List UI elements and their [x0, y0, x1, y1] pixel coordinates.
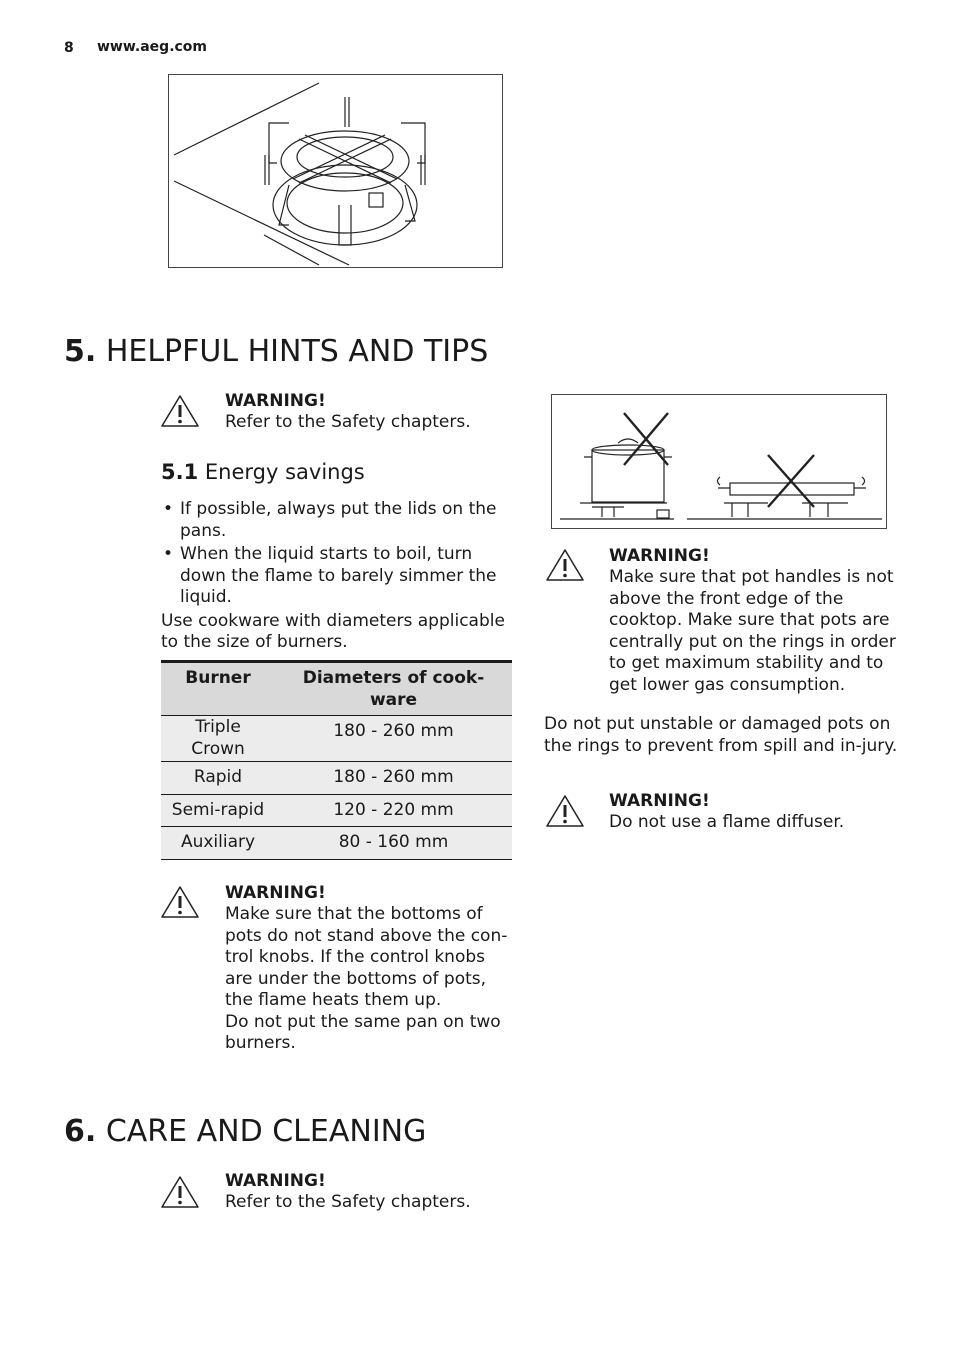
warning-triangle-icon — [160, 1175, 200, 1213]
table-cell: 80 - 160 mm — [275, 827, 512, 860]
warning-title: WARNING! — [225, 883, 326, 903]
table-cell: 120 - 220 mm — [275, 794, 512, 827]
warning-text — [225, 904, 515, 1055]
bullet-list — [161, 499, 507, 609]
table-row — [161, 716, 512, 762]
table-cell: Rapid — [161, 762, 275, 795]
subsection-number: 5.1 — [161, 460, 199, 484]
warning-text: Refer to the Safety chapters. — [225, 412, 471, 432]
warning-triangle-icon — [545, 794, 585, 832]
section-title: CARE AND CLEANING — [105, 1114, 427, 1149]
table-header: Diameters of cook-ware — [275, 662, 512, 716]
warning-triangle-icon — [160, 885, 200, 923]
table-cell: 180 - 260 mm — [275, 762, 512, 795]
warning-paragraph: Do not put the same pan on two burners. — [225, 1011, 501, 1053]
warning-text: Refer to the Safety chapters. — [225, 1192, 471, 1212]
section-title: HELPFUL HINTS AND TIPS — [105, 334, 489, 369]
subsection-heading — [161, 460, 365, 484]
warning-triangle-icon — [160, 394, 200, 432]
warning-title: WARNING! — [609, 791, 710, 811]
warning-triangle-icon — [545, 548, 585, 586]
warning-title: WARNING! — [225, 391, 326, 411]
table-cell: Auxiliary — [161, 827, 275, 860]
warning-title: WARNING! — [225, 1171, 326, 1191]
page-number: 8 — [64, 40, 74, 56]
section-number: 5. — [64, 334, 97, 369]
table-row — [161, 794, 512, 827]
table-row — [161, 827, 512, 860]
subsection-title: Energy savings — [204, 460, 365, 484]
list-item: • If possible, always put the lids on the pans. — [161, 499, 507, 542]
section-heading-6 — [64, 1114, 426, 1149]
warning-text: Do not use a flame diffuser. — [609, 812, 845, 832]
section-heading-5 — [64, 334, 488, 369]
pot-placement-illustration — [551, 394, 887, 529]
table-header: Burner — [161, 662, 275, 716]
warning-title: WARNING! — [609, 546, 710, 566]
warning-text: Make sure that pot handles is not above the front edge of the cooktop. Make sure that pots are centrally put on the rings in order to get maximum stability and to get lower gas consumption. — [609, 567, 896, 695]
table-cell: 180 - 260 mm — [275, 716, 512, 762]
warning-paragraph: Make sure that the bottoms of pots do not stand above the con-trol knobs. If the control knobs are under the bottoms of pots, the flame heats them up. — [225, 904, 508, 1010]
header-url: www.aeg.com — [97, 39, 208, 55]
energy-savings-text — [161, 499, 507, 654]
list-item: • When the liquid starts to boil, turn down the flame to barely simmer the liquid. — [161, 544, 507, 609]
table-cell: Triple Crown — [161, 716, 275, 762]
table-row — [161, 762, 512, 795]
paragraph: Do not put unstable or damaged pots on the rings to prevent from spill and in-jury. — [544, 714, 898, 756]
table-cell: Semi-rapid — [161, 794, 275, 827]
pan-support-illustration — [168, 74, 503, 268]
paragraph: Use cookware with diameters applicable to the size of burners. — [161, 610, 505, 652]
burner-table — [161, 660, 512, 860]
section-number: 6. — [64, 1114, 97, 1149]
